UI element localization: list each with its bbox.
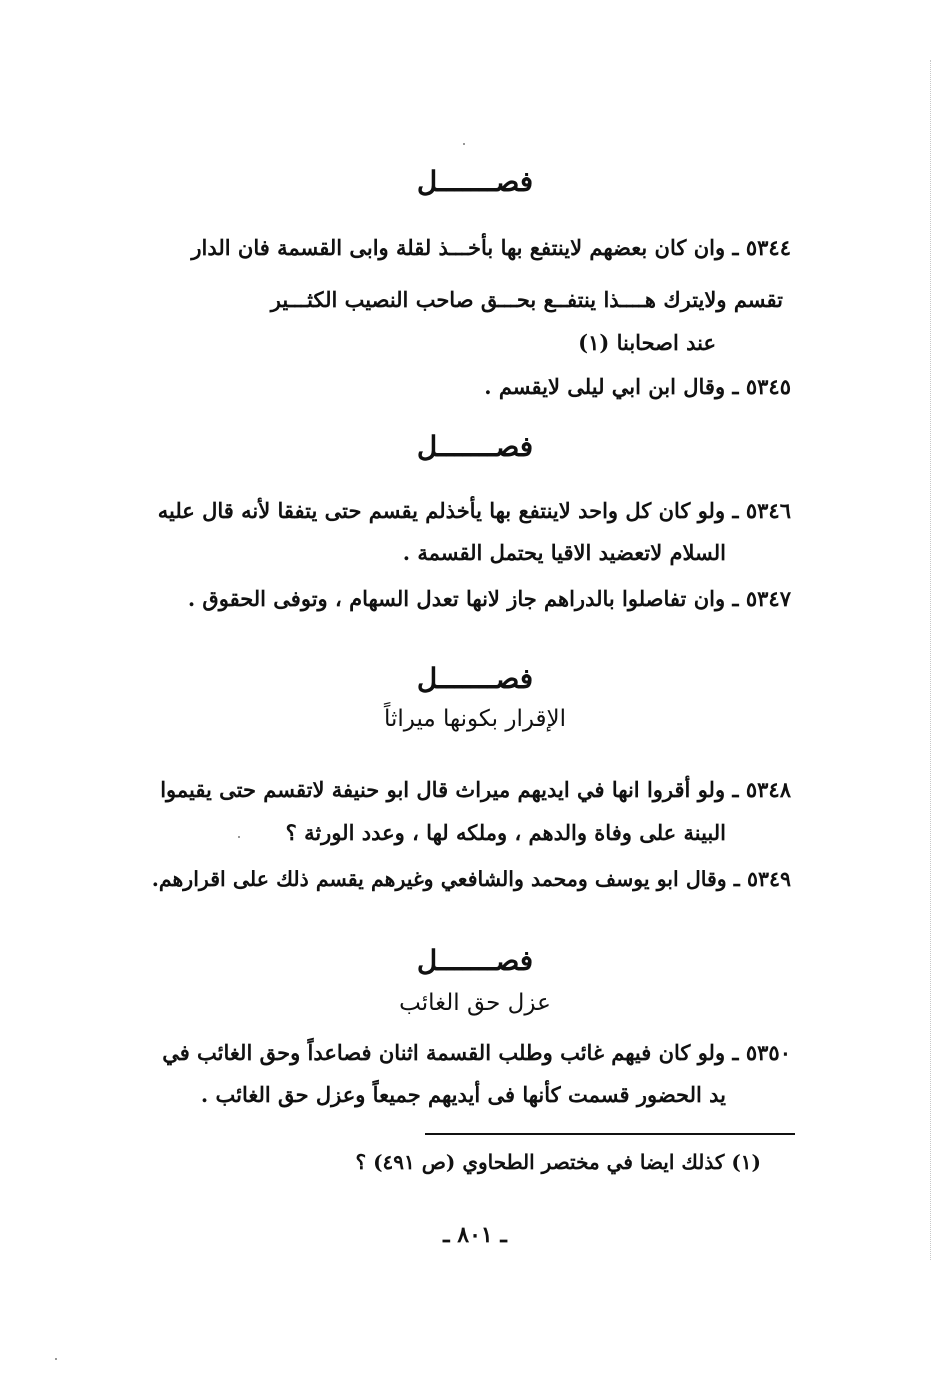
section-heading: فصـــــــل [416, 944, 534, 977]
paragraph-line: ٥٣٥٠ ـ ولو كان فيهم غائب وطلب القسمة اثنان فصاعداً وحق الغائب في [162, 1040, 791, 1065]
paragraph-line: البينة على وفاة والدهم ، وملكه لها ، وعدد الورثة ؟ [285, 820, 726, 845]
footnote: (١) كذلك ايضا في مختصر الطحاوي (ص ٤٩١) ؟ [355, 1150, 761, 1174]
paragraph-line: السلام لاتعضيد الاقيا يحتمل القسمة . [402, 540, 726, 565]
paragraph-line: ٥٣٤٥ ـ وقال ابن ابي ليلى لايقسم . [484, 374, 791, 399]
paragraph-line: تقسم ولايترك هــــذا ينتفــع بحـــق صاحب النصيب الكثـــير [270, 287, 783, 312]
page-edge-line [930, 60, 931, 1260]
paragraph-line: ٥٣٤٤ ـ وان كان بعضهم لاينتفع بها بأخـــذ لقلة وابى القسمة فان الدار [191, 235, 791, 260]
scan-speck [463, 143, 465, 145]
section-heading: فصـــــــل [416, 662, 534, 695]
section-heading: فصـــــــل [416, 165, 534, 198]
section-subheading: الإقرار بكونها ميراثاً [383, 706, 567, 732]
paragraph-line: ٥٣٤٩ ـ وقال ابو يوسف ومحمد والشافعي وغيرهم يقسم ذلك على اقرارهم. [151, 867, 791, 891]
paragraph-line: ٥٣٤٧ ـ وان تفاصلوا بالدراهم جاز لانها تعدل السهام ، وتوفى الحقوق . [187, 586, 791, 611]
section-subheading: عزل حق الغائب [399, 990, 551, 1016]
paragraph-line: ٥٣٤٦ ـ ولو كان كل واحد لاينتفع بها يأخذلم يقسم حتى يتفقا لأنه قال عليه [157, 498, 791, 523]
paragraph-line: ٥٣٤٨ ـ ولو أقروا انها في ايديهم ميراث قال ابو حنيفة لاتقسم حتى يقيموا [160, 777, 791, 802]
page-number: ـ ٨٠١ ـ [443, 1222, 507, 1248]
paragraph-line: يد الحضور قسمت كأنها فى أيديهم جميعاً وعزل حق الغائب . [200, 1082, 726, 1107]
paragraph-line: عند اصحابنا (١) [578, 330, 716, 355]
scan-speck [55, 1358, 57, 1360]
footnote-separator [425, 1133, 795, 1135]
scan-speck [238, 836, 240, 838]
section-heading: فصـــــــل [416, 430, 534, 463]
